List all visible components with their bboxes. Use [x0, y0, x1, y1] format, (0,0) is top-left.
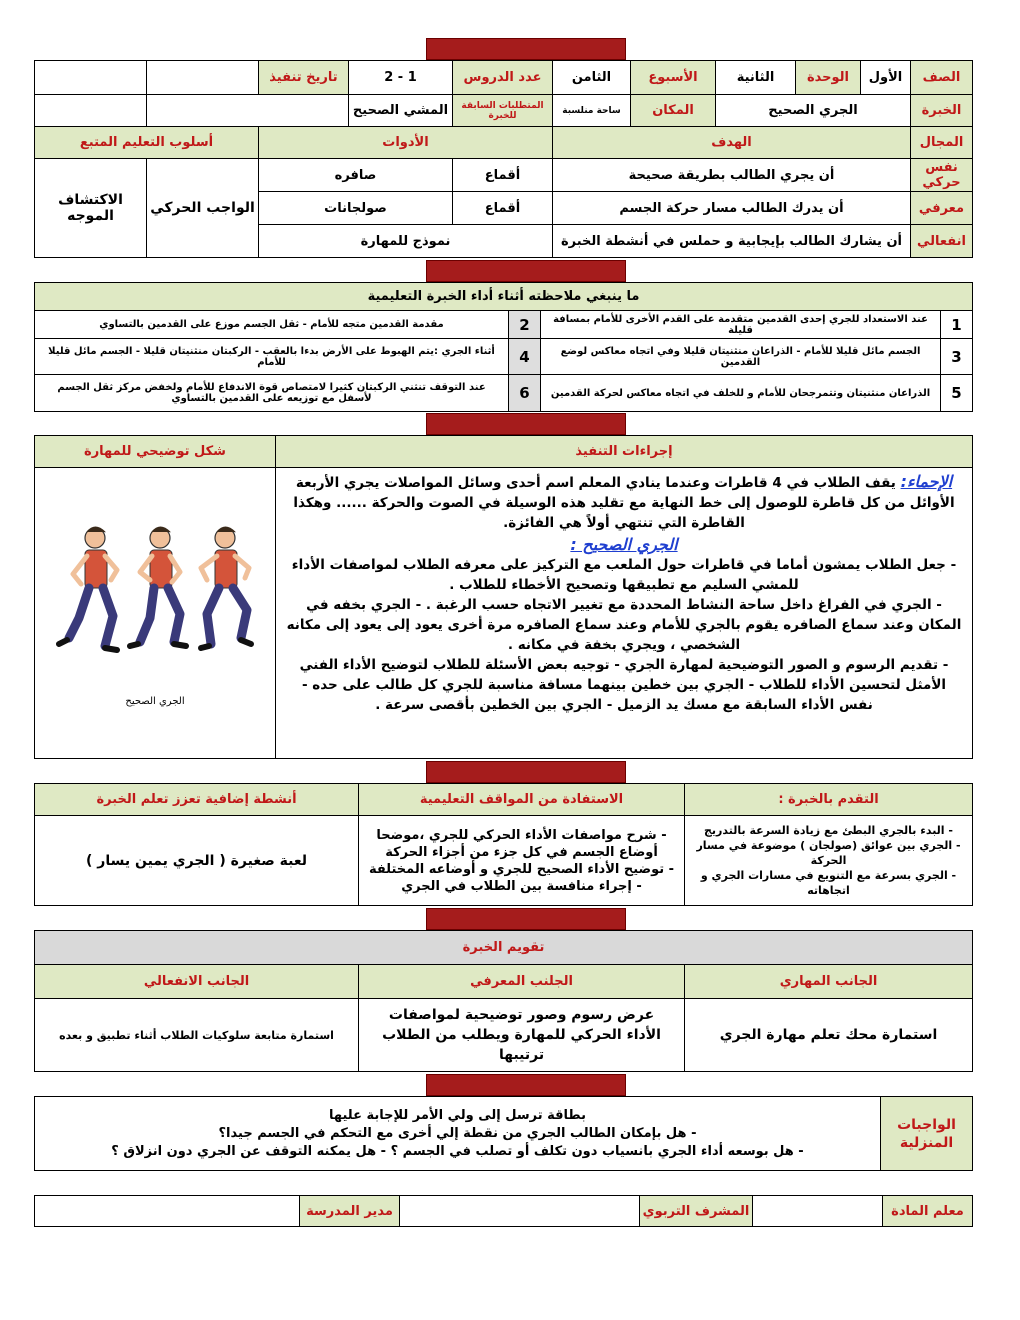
header-table	[34, 60, 973, 258]
connector-2	[426, 413, 626, 435]
benefit-list	[359, 816, 685, 906]
domain-cognitive: معرفي	[911, 192, 973, 225]
prereq-label: المتطلبات السابقة للخبرة	[453, 95, 553, 127]
method-label: أسلوب التعليم المتبع	[35, 127, 259, 159]
prereq-blank-1	[147, 95, 349, 127]
note-text: أثناء الجري :يتم الهبوط على الأرض بدءا بالعقب - الركبتان منثنيتان قليلا - الجسم مائل قليلا للأمام	[35, 339, 509, 375]
tool-2-2: صولجانات	[259, 192, 453, 225]
teacher-signature[interactable]	[753, 1196, 883, 1227]
domain-label: المجال	[911, 127, 973, 159]
goal-label: الهدف	[553, 127, 911, 159]
connector-5	[426, 1074, 626, 1096]
principal-label: مدير المدرسة	[300, 1196, 400, 1227]
figure-caption: الجري الصحيح	[125, 696, 185, 707]
connector-4	[426, 908, 626, 930]
run-heading: الجري الصحيح :	[570, 535, 678, 554]
week-label: الأسبوع	[631, 61, 716, 95]
tools-label: الأدوات	[259, 127, 553, 159]
place-label: المكان	[631, 95, 716, 127]
note-num: 3	[941, 339, 973, 375]
notes-table	[34, 282, 973, 412]
homework-body	[35, 1097, 881, 1171]
homework-line: - هل بوسعه أداء الجري بانسياب دون تكلف أو تصلب في الجسم ؟ - هل يمكنه التوقف عن الجري دون انزلاق ؟	[111, 1143, 804, 1159]
method-1: الواجب الحركي	[147, 159, 259, 258]
warmup-paragraph	[284, 472, 964, 533]
procedure-line: - الجري في الفراغ داخل ساحة النشاط المحددة مع تغيير الاتجاه حسب الرغبة . - الجري بخفه في المكان وعند سماع الصافره يقوم بالجري للأمام وعند سماع الصافره مرة أخرى يعود إلى يعود إلى مكانه الشخصي ، ويجري بخفة في مكانه .	[286, 597, 962, 653]
note-text: الذراعان منثنيتان وتتمرجحان للأمام و للخلف في اتجاه معاكس لحركة القدمين	[541, 375, 941, 412]
exec-date-label: تاريخ تنفيذ	[259, 61, 349, 95]
figure-cell	[35, 468, 276, 759]
tool-1-2: صافره	[259, 159, 453, 192]
note-num: 4	[509, 339, 541, 375]
affective-value: استمارة متابعة سلوكيات الطلاب أثناء تطبيق و بعده	[35, 999, 359, 1072]
teacher-label: معلم المادة	[883, 1196, 973, 1227]
activities-label: أنشطة إضافية تعزز تعلم الخبرة	[35, 784, 359, 816]
affective-label: الجانب الانفعالي	[35, 965, 359, 999]
list-item: - الجري بين عوائق (صولجان ) موضوعة في مسار الحركة	[696, 839, 961, 867]
signatures-table	[34, 1195, 973, 1227]
skill-value: استمارة محك تعلم مهارة الجري	[685, 999, 973, 1072]
place-value: ساحة منلسبة	[553, 95, 631, 127]
tool-3-1: نموذج للمهارة	[259, 225, 553, 258]
procedure-line: - جعل الطلاب يمشون أماما في قاطرات حول الملعب مع التركيز على معرفه الطلاب لمواصفات الأداء للمشي السليم مع تطبيقها وتصحيح الأخطاء للطلاب .	[291, 557, 957, 593]
domain-psychomotor: نفس حركي	[911, 159, 973, 192]
lessons-label: عدد الدروس	[453, 61, 553, 95]
supervisor-label: المشرف التربوي	[640, 1196, 753, 1227]
goal-psychomotor: أن يجري الطالب بطريقة صحيحة	[553, 159, 911, 192]
note-num: 1	[941, 311, 973, 339]
list-item: - إجراء منافسة بين الطلاب في الجري	[401, 878, 642, 894]
procedure-line: - تقديم الرسوم و الصور التوضيحية لمهارة الجري - توجيه بعض الأسئلة للطلاب لتوضيح الأداء الفني الأمثل لتحسين الأداء للطلاب - الجري بين خطين بينهما مسافة مناسبة للجري كل طالب على حده - نفس الأداء السابقة مع مسك يد الزميل - الجري بين الخطين بأقصى سرعة .	[299, 657, 949, 713]
progress-label: التقدم بالخبرة :	[685, 784, 973, 816]
note-text: عند الاستعداد للجري إحدى القدمين متقدمة على القدم الأخرى للأمام بمسافة قليلة	[541, 311, 941, 339]
procedures-title: إجراءات التنفيذ	[276, 436, 973, 468]
goal-affective: أن يشارك الطالب بإيجابية و حملس في أنشطة الخبرة	[553, 225, 911, 258]
procedures-table	[34, 435, 973, 759]
tool-2-1: أقماع	[453, 192, 553, 225]
runner-icon	[59, 527, 251, 650]
running-boy-figure	[55, 508, 255, 708]
note-text: مقدمة القدمين متجه للأمام - ثقل الجسم موزع على القدمين بالتساوي	[35, 311, 509, 339]
note-text: عند التوقف تنثني الركبتان كثيرا لامتصاص قوة الاندفاع للأمام ولخفض مركز ثقل الجسم لأسفل مع توزيعه على القدمين بالتساوي	[35, 375, 509, 412]
skill-label: الجانب المهاري	[685, 965, 973, 999]
evaluation-table	[34, 930, 973, 1072]
unit-value: الثانية	[716, 61, 796, 95]
homework-line: بطاقة ترسل إلى ولي الأمر للإجابة عليها	[329, 1107, 586, 1123]
evaluation-title: تقويم الخبرة	[35, 931, 973, 965]
procedures-body	[276, 468, 973, 759]
note-text: الجسم مائل قليلا للأمام - الذراعان منثنيتان قليلا وفي اتجاه معاكس لوضع القدمين	[541, 339, 941, 375]
note-num: 6	[509, 375, 541, 412]
week-value: الثامن	[553, 61, 631, 95]
connector-3	[426, 761, 626, 783]
experience-label: الخبرة	[911, 95, 973, 127]
activity-value: لعبة صغيرة ( الجري يمين يسار )	[35, 816, 359, 906]
warmup-text: يقف الطلاب في 4 قاطرات وعندما ينادي المعلم اسم أحدى وسائل المواصلات يجري الأربعة الأوائل من كل قاطرة للوصول إلى خط النهاية مع تقليد هذه الوسيلة في الصوت والحركة ...... وهكذا القاطرة التي تنتهي أولاً هي الفائزة.	[293, 475, 955, 531]
homework-label: الواجبات المنزلية	[881, 1097, 973, 1171]
extra-table	[34, 783, 973, 906]
warmup-heading: الإحماء:	[900, 472, 953, 491]
cognitive-value: عرض رسوم وصور توضيحية لمواصفات الأداء الحركي للمهارة ويطلب من الطلاب ترتيبها	[359, 999, 685, 1072]
notes-title: ما ينبغي ملاحظته أثناء أداء الخبرة التعليمية	[35, 283, 973, 311]
experience-value: الجري الصحيح	[716, 95, 911, 127]
figure-title: شكل توضيحي للمهارة	[35, 436, 276, 468]
connector-1	[426, 260, 626, 282]
exec-date-value[interactable]	[147, 61, 259, 95]
prereq-blank-2	[35, 95, 147, 127]
lessons-value: 2 - 1	[349, 61, 453, 95]
homework-line: - هل بإمكان الطالب الجري من نقطة إلي أخرى مع التحكم في الجسم جيدا؟	[218, 1125, 697, 1141]
blank-cell	[35, 61, 147, 95]
domain-affective: انفعالي	[911, 225, 973, 258]
note-num: 2	[509, 311, 541, 339]
connector-top	[426, 38, 626, 60]
list-item: - شرح مواصفات الأداء الحركي للجري ،موضحا أوضاع الجسم في كل جزء من أجزاء الحركة	[376, 827, 667, 860]
unit-label: الوحدة	[796, 61, 861, 95]
homework-table	[34, 1096, 973, 1171]
progress-list	[685, 816, 973, 906]
note-num: 5	[941, 375, 973, 412]
goal-cognitive: أن يدرك الطالب مسار حركة الجسم	[553, 192, 911, 225]
principal-signature[interactable]	[35, 1196, 300, 1227]
prereq-value: المشي الصحيح	[349, 95, 453, 127]
tool-1-1: أقماع	[453, 159, 553, 192]
cognitive-label: الجلنب المعرفي	[359, 965, 685, 999]
benefit-label: الاستفادة من المواقف التعليمية	[359, 784, 685, 816]
grade-label: الصف	[911, 61, 973, 95]
list-item: - البدء بالجري البطئ مع زيادة السرعة بالتدريج	[704, 824, 953, 837]
list-item: - توضيح الأداء الصحيح للجري و أوضاعه المختلفة	[368, 861, 675, 877]
supervisor-signature[interactable]	[400, 1196, 640, 1227]
list-item: - الجري بسرعة مع التنويع في مسارات الجري و اتجاهاته	[700, 869, 957, 897]
method-2: الاكتشاف الموجه	[35, 159, 147, 258]
grade-value: الأول	[861, 61, 911, 95]
